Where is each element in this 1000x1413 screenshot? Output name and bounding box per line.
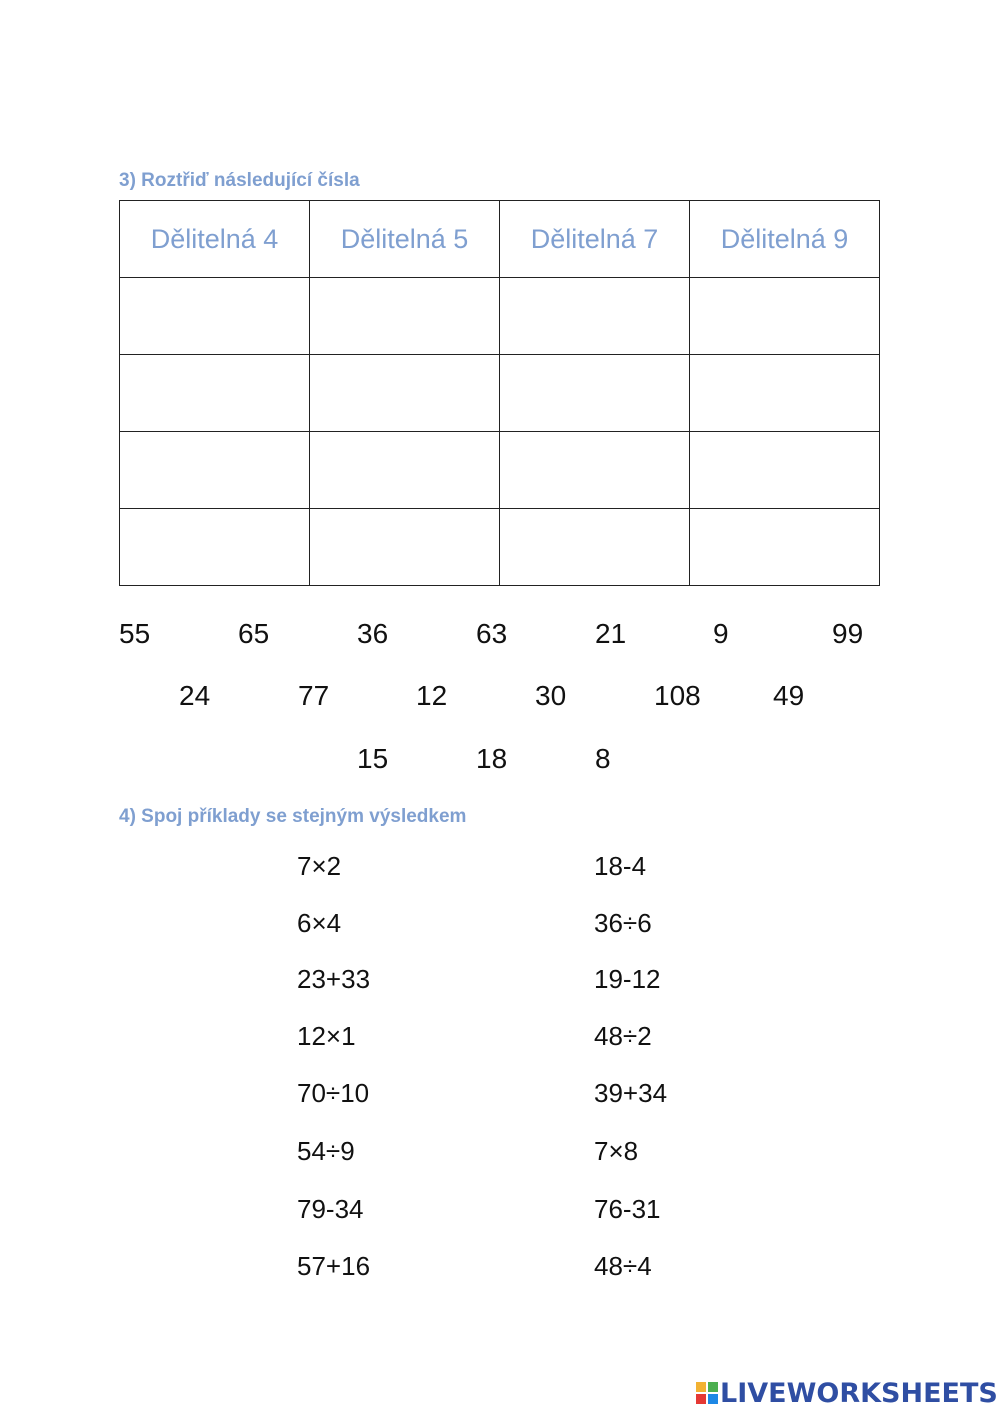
table-row (120, 432, 880, 509)
liveworksheets-brand (696, 1378, 998, 1408)
header-divisible-4: Dělitelná 4 (120, 201, 310, 278)
number-tile[interactable]: 49 (773, 680, 805, 711)
number-tile[interactable]: 65 (238, 618, 270, 649)
number-tile[interactable]: 36 (357, 618, 389, 649)
drop-cell[interactable] (500, 278, 690, 355)
drop-cell[interactable] (690, 432, 880, 509)
right-expression[interactable]: 48÷2 (594, 1021, 652, 1051)
sorting-table (119, 200, 880, 586)
drop-cell[interactable] (500, 432, 690, 509)
right-expression[interactable]: 76-31 (594, 1194, 661, 1224)
table-header-row (120, 201, 880, 278)
header-divisible-9: Dělitelná 9 (690, 201, 880, 278)
brand-name: LIVEWORKSHEETS (720, 1377, 998, 1409)
right-expression[interactable]: 39+34 (594, 1078, 668, 1108)
drop-cell[interactable] (690, 355, 880, 432)
drop-cell[interactable] (120, 355, 310, 432)
number-tile[interactable]: 108 (654, 680, 701, 711)
drop-cell[interactable] (310, 355, 500, 432)
left-expression[interactable]: 79-34 (297, 1194, 364, 1224)
right-expression[interactable]: 18-4 (594, 851, 647, 881)
table-row (120, 355, 880, 432)
number-tile[interactable]: 63 (476, 618, 508, 649)
number-tile[interactable]: 21 (595, 618, 627, 649)
drop-cell[interactable] (500, 509, 690, 586)
number-tile[interactable]: 30 (535, 680, 567, 711)
number-tile[interactable]: 24 (179, 680, 211, 711)
drop-cell[interactable] (120, 278, 310, 355)
number-tile[interactable]: 9 (713, 618, 729, 649)
table-row (120, 509, 880, 586)
right-expression[interactable]: 48÷4 (594, 1251, 652, 1281)
number-tile[interactable]: 15 (357, 743, 389, 774)
number-tile[interactable]: 18 (476, 743, 508, 774)
right-expression[interactable]: 19-12 (594, 964, 661, 994)
left-expression[interactable]: 57+16 (297, 1251, 371, 1281)
number-tile[interactable]: 12 (416, 680, 448, 711)
number-tile[interactable]: 8 (595, 743, 611, 774)
left-expression[interactable]: 6×4 (297, 908, 342, 938)
right-expression[interactable]: 7×8 (594, 1136, 639, 1166)
drop-cell[interactable] (310, 432, 500, 509)
right-expression[interactable]: 36÷6 (594, 908, 652, 938)
number-tile[interactable]: 55 (119, 618, 151, 649)
header-divisible-7: Dělitelná 7 (500, 201, 690, 278)
liveworksheets-logo-icon (696, 1382, 718, 1404)
drop-cell[interactable] (120, 432, 310, 509)
left-expression[interactable]: 23+33 (297, 964, 371, 994)
left-expression[interactable]: 54÷9 (297, 1136, 355, 1166)
drop-cell[interactable] (120, 509, 310, 586)
left-expression[interactable]: 70÷10 (297, 1078, 370, 1108)
number-tile[interactable]: 99 (832, 618, 864, 649)
section-3-title: 3) Roztřiď následující čísla (119, 170, 360, 191)
drop-cell[interactable] (690, 509, 880, 586)
section-4-title: 4) Spoj příklady se stejným výsledkem (119, 806, 467, 827)
table-row (120, 278, 880, 355)
number-tile[interactable]: 77 (298, 680, 330, 711)
left-expression[interactable]: 7×2 (297, 851, 342, 881)
left-expression[interactable]: 12×1 (297, 1021, 356, 1051)
drop-cell[interactable] (310, 509, 500, 586)
drop-cell[interactable] (310, 278, 500, 355)
drop-cell[interactable] (690, 278, 880, 355)
drop-cell[interactable] (500, 355, 690, 432)
header-divisible-5: Dělitelná 5 (310, 201, 500, 278)
